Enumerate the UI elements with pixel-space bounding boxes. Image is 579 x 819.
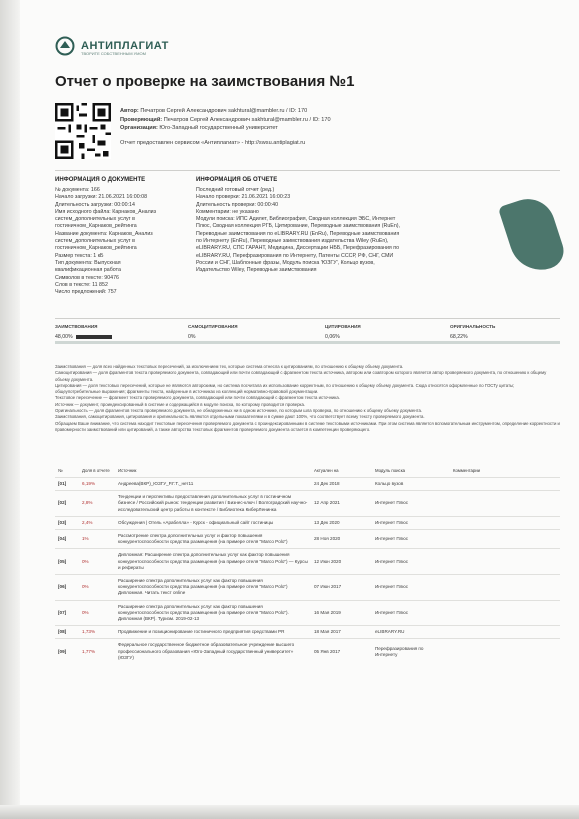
source-title: Расширение спектра дополнительных услуг как фактор повышения конкурентоспособности средства размещения (на примере отеля "Marco Polo") Дипломная. Читать текст online [115,575,311,601]
source-share: 2,4% [79,516,115,529]
source-number: [03] [55,516,79,529]
report-info-line: Начало проверки: 21.06.2021 16:00:23 [196,194,291,201]
doc-info-line: № документа: 166 [55,187,100,193]
definition-paragraph: Заимствования — доля всех найденных текстовых пересечений, за исключением тех, которые система отнесла к цитированиям, по отношению к общему объему документа. [55,364,404,369]
source-number: [01] [55,478,79,491]
definition-paragraph: Заимствования, самоцитирования, цитирования и оригинальность являются отдельными показателями и в сумме дают 100%, что соответствует всему тексту проверяемого документа. [55,414,425,420]
source-number: [09] [55,639,79,664]
logo-name: АНТИПЛАГИАТ [81,40,169,52]
divider [55,170,560,171]
source-comment [450,530,560,549]
source-date: 07 Июн 2017 [311,575,372,601]
report-info-line: Комментарии: не указано [196,208,259,215]
stat-originality [450,324,495,340]
doc-info-line: гостиничном_Карнаков_рейтинга [55,245,137,252]
source-comment [450,491,560,517]
logo [55,36,169,56]
source-number: [02] [55,491,79,517]
source-date: 28 Ноя 2020 [311,530,372,549]
page-title: Отчет о проверке на заимствования №1 [55,73,355,90]
definition-paragraph: Оригинальность — доля фрагментов текста проверяемого документа, не обнаруженных ни в одном источнике, по которым шла проверка, по отношению к общему объему документа. [55,408,423,414]
borrowings-label: ЗАИМСТВОВАНИЯ [55,324,98,329]
doc-info-list [55,187,185,296]
source-title: Обсуждения | Отель «Арабелла» - Курск - официальный сайт гостиницы [115,516,311,529]
stats-panel [55,324,560,348]
doc-info-line: систем_дополнительных услуг в [55,216,135,223]
table-row [55,516,560,529]
self-value: 0% [188,334,196,340]
source-number: [04] [55,530,79,549]
doc-info-line: Имя исходного файла: Карнаков_Анализ [55,208,157,215]
table-row [55,575,560,601]
report-info-heading: ИНФОРМАЦИЯ ОБ ОТЧЕТЕ [196,177,278,183]
stat-self [188,324,238,340]
report-info-line: Модули поиска: ИПС Адилет, Библиография, Сводная коллекция ЭБС, Интернет [196,216,396,223]
org-label: Организация: [120,125,158,131]
source-title: Федеральное государственное бюджетное образовательное учреждение высшего профессионального образования «Юго-Западный государственный университет» (ЮЗГУ) [115,639,311,664]
org-value: Юго-Западный государственный университет [159,125,278,131]
source-share: 0% [79,575,115,601]
source-share: 1% [79,530,115,549]
logo-tagline: ТВОРИТЕ СОБСТВЕННЫМ УМОМ [81,51,146,56]
source-date: 13 Дек 2020 [311,516,372,529]
source-date: 18 Мая 2017 [311,626,372,639]
doc-info-line: Начало загрузки: 21.06.2021 16:00:08 [55,194,148,201]
report-info-line: по Интернету (EnRu), Переводные заимствования издательства Wiley (RuEn), [196,238,389,245]
stamp-mark [498,192,568,278]
citations-label: ЦИТИРОВАНИЯ [325,324,361,329]
table-row [55,549,560,575]
source-module: Интернет Плюс [372,575,450,601]
source-share: 0% [79,600,115,626]
table-row [55,626,560,639]
doc-info-line: Название документа: Карнаков_Анализ [55,230,153,237]
doc-info-line: систем_дополнительных услуг в [55,238,135,245]
originality-value: 68,22% [450,334,468,340]
divider [55,318,560,319]
source-share: 6,19% [79,478,115,491]
source-share: 1,73% [79,626,115,639]
doc-info-line: Символов в тексте: 90476 [55,274,119,281]
borrowings-value: 48,00% [55,334,73,340]
definition-paragraph: Цитирования — доля текстовых пересечений, которые не являются авторскими, но система посчитала их использование корректным, по отношению к общему объему документа. Сюда относятся оформленные по ГОСТу цитаты; общеупотребительные выражения; фрагменты текста, найденные в источниках из коллекций нормативно-правовой документации. [55,382,515,395]
table-row [55,639,560,664]
source-module: Кольцо вузов [372,478,450,491]
col-header-comments: Комментарии [453,468,481,473]
definition-paragraph: Источник — документ, проиндексированный в системе и содержащийся в модуле поиска, по которому проводится проверка. [55,401,306,407]
report-info-list [196,187,506,275]
definition-paragraph: Самоцитирования — доля фрагментов текста проверяемого документа, совпадающий или почти совпадающий с фрагментом текста источника, автором или соавтором которого является автор проверяемого документа, по отношению к общему объему документа. [55,370,547,382]
source-title: Рассмотрение спектра дополнительных услуг и фактор повышения конкурентоспособности средства размещения (на примере отеля "Marco Polo") [115,530,311,549]
source-comment [450,575,560,601]
author-label: Автор: [120,108,139,114]
col-header-date: Актуален на [314,468,339,473]
source-title: Расширение спектра дополнительных услуг как фактор повышения конкурентоспособности средства размещения (на примере отеля "Marco Polo"). Дипломная (ВКР). Туризм. 2019-02-13 [115,600,311,626]
report-info-line: Последний готовый отчет (ред.) [196,187,275,193]
doc-info-heading: ИНФОРМАЦИЯ О ДОКУМЕНТЕ [55,177,146,183]
definition-paragraph: Текстовое пересечение — фрагмент текста проверяемого документа, совпадающий или почти совпадающий с фрагментом текста источника. [55,395,340,401]
report-info-line: Переводные заимствования по eLIBRARY.RU (EnRu), Переводные заимствования [196,230,400,237]
scan-edge [0,0,20,819]
report-info-line: Длительность проверки: 00:00:40 [196,201,279,208]
source-module: Интернет Плюс [372,600,450,626]
source-module: Интернет Плюс [372,491,450,517]
report-info-line: eLIBRARY.RU, СПС ГАРАНТ, Медицина, Диссертации НББ, Перефразирования по [196,245,400,252]
source-comment [450,600,560,626]
source-number: [06] [55,575,79,601]
citations-value: 0,06% [325,334,340,340]
source-module: Интернет Плюс [372,530,450,549]
doc-info-line: Тип документа: Выпускная [55,259,121,266]
definition-paragraph: Обращаем Ваше внимание, что система находит текстовые пересечения проверяемого документа с проиндексированными в системе текстовыми источниками. При этом система является вспомогательным инструментом, определение корректности и правомерности заимствований или цитирований, а также авторства текстовых фрагментов проверяемого документа остается в компетенции проверяющего. [55,420,560,432]
source-title: Продвижение и позиционирование гостиничного предприятия средствами PR [115,626,311,639]
col-header-module: Модуль поиска [375,468,406,473]
doc-info-line: Длительность загрузки: 00:00:14 [55,201,135,208]
report-meta [120,107,540,147]
redaction-bar [76,335,112,339]
qr-code [55,103,111,159]
source-number: [05] [55,549,79,575]
col-header-share: Доля в отчете [82,468,110,473]
source-module: Интернет Плюс [372,549,450,575]
doc-info-line: квалификационная работа [55,267,121,274]
logo-icon [55,36,75,56]
report-info-line: Издательство Wiley, Переводные заимствования [196,267,317,274]
checker-value: Печатров Сергей Александрович sakhtural@mambler.ru / ID: 170 [163,116,331,123]
originality-label: ОРИГИНАЛЬНОСТЬ [450,324,496,329]
source-title: Тенденции и перспективы предоставления дополнительных услуг в гостиничном бизнесе / Российский рынок: тенденции развития / Бизнес-ключ / Волгоградский научно-исследовательский центр работы в контексте / Библиотека КиберЛенинка [115,491,311,517]
source-date: 12 Апр 2021 [311,491,372,517]
source-comment [450,626,560,639]
source-number: [07] [55,600,79,626]
table-row [55,491,560,517]
source-comment [450,549,560,575]
source-number: [08] [55,626,79,639]
source-comment [450,639,560,664]
scan-edge-bottom [0,805,579,819]
source-date: 16 Мая 2019 [311,600,372,626]
doc-info-line: Число предложений: 757 [55,289,117,296]
table-row [55,478,560,491]
stat-borrowings [55,324,112,340]
source-module: Интернет Плюс [372,516,450,529]
source-module: eLIBRARY.RU [372,626,450,639]
source-date: 24 Дек 2018 [311,478,372,491]
doc-info-line: Размер текста: 1 кБ [55,252,104,259]
source-share: 2,8% [79,491,115,517]
report-info-line: России и СНГ, Шаблонные фразы, Модуль поиска 'ЮЗГУ', Кольцо вузов, [196,259,375,266]
stat-citations [325,324,361,340]
report-info-line: Плюс, Сводная коллекция РГБ, Цитирование, Переводные заимствования (RuEn), [196,223,400,230]
doc-info-line: гостиничном_Карнаков_рейтинга [55,223,137,230]
stats-bar [55,341,560,344]
source-module: Перефразирования по Интернету [372,639,450,664]
table-header-row [55,466,560,478]
source-title: Андреева(ВКР)_ЮЗГУ_Р.Г.Т._нет11 [115,478,311,491]
source-date: 12 Июн 2020 [311,549,372,575]
definitions [55,364,560,433]
doc-info-line: Слов в тексте: 11 852 [55,281,108,288]
source-share: 0% [79,549,115,575]
col-header-num: № [58,468,63,473]
source-date: 05 Янв 2017 [311,639,372,664]
table-row [55,600,560,626]
author-value: Печатров Сергей Александрович sakhtural@mambler.ru / ID: 170 [140,108,308,114]
source-title: Дипломная: Расширение спектра дополнительных услуг как фактор повышения конкурентоспособности средства размещения (на примере отеля "Marco Polo") — Курсы и рефераты [115,549,311,575]
self-label: САМОЦИТИРОВАНИЯ [188,324,238,329]
source-comment [450,516,560,529]
report-info-line: eLIBRARY.RU, Перефразирования по Интернету, Патенты СССР, РФ, СНГ, СМИ [196,252,394,259]
sources-table [55,466,560,664]
checker-label: Проверяющий: [120,116,163,123]
service-note: Отчет предоставлен сервисом «Антиплагиат» - http://swsu.antiplagiat.ru [120,139,306,146]
source-share: 1,77% [79,639,115,664]
col-header-source: Источник [118,468,137,473]
table-row [55,530,560,549]
source-comment [450,478,560,491]
